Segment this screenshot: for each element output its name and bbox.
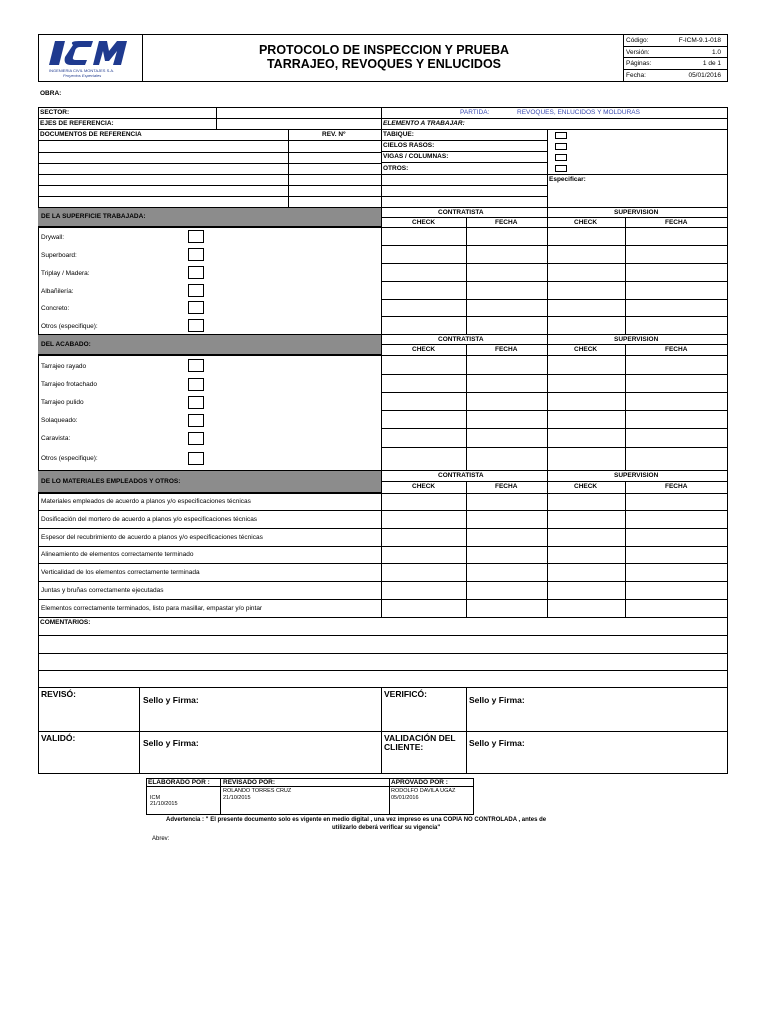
icm-logo-icon: [49, 39, 133, 67]
superficie-item-superboard: Superboard:: [41, 252, 77, 259]
fecha-header-1b: FECHA: [665, 219, 688, 226]
solaqueado-checkbox[interactable]: [188, 414, 204, 427]
acabado-item-rayado: Tarrajeo rayado: [41, 363, 87, 370]
materiales-item-3: Espesor del recubrimiento de acuerdo a planos y/o especificaciones técnicas: [41, 534, 263, 541]
supervision-header-3: SUPERVISION: [614, 472, 659, 479]
contratista-header-1: CONTRATISTA: [438, 209, 484, 216]
logo-subtitle-2: Proyectos Especiales: [63, 73, 102, 78]
materiales-title: DE LO MATERIALES EMPLEADOS Y OTROS:: [41, 478, 181, 485]
elemento-cielos: CIELOS RASOS:: [383, 142, 435, 149]
superficie-item-otros: Otros (especifique):: [41, 323, 98, 330]
otros-superficie-checkbox[interactable]: [188, 319, 204, 332]
verifico-label: VERIFICÓ:: [384, 689, 427, 699]
partida-label: PARTIDA:: [460, 109, 490, 116]
materiales-item-7: Elementos correctamente terminados, listo para masillar, empastar y/o pintar: [41, 605, 263, 612]
acabado-title: DEL ACABADO:: [41, 341, 91, 348]
check-header-1a: CHECK: [412, 219, 436, 226]
contratista-header-2: CONTRATISTA: [438, 336, 484, 343]
check-header-2a: CHECK: [412, 346, 436, 353]
date-label: Fecha:: [626, 71, 646, 79]
fecha-header-2b: FECHA: [665, 346, 688, 353]
acabado-item-otros: Otros (especifique):: [41, 455, 98, 462]
superficie-item-drywall: Drywall:: [41, 234, 65, 241]
docs-label: DOCUMENTOS DE REFERENCIA: [40, 131, 142, 138]
acabado-item-frotachado: Tarrajeo frotachado: [41, 381, 98, 388]
elemento-tabique: TABIQUE:: [383, 131, 414, 138]
code-label: Código:: [626, 37, 649, 44]
check-header-1b: CHECK: [574, 219, 598, 226]
supervision-header-2: SUPERVISION: [614, 336, 659, 343]
acabado-item-pulido: Tarrajeo pulido: [41, 399, 84, 406]
contratista-header-3: CONTRATISTA: [438, 472, 484, 479]
version-value: 1.0: [711, 48, 721, 56]
elemento-label: ELEMENTO A TRABAJAR:: [383, 120, 465, 127]
fecha-header-2a: FECHA: [495, 346, 518, 353]
abrev-label: Abrev:: [152, 836, 170, 842]
verifico-sello: Sello y Firma:: [469, 695, 525, 705]
revisado-name: ROLANDO TORRES CRUZ: [223, 788, 292, 794]
logo-cell: [39, 35, 143, 81]
triplay-checkbox[interactable]: [188, 266, 204, 279]
partida-value: REVOQUES, ENLUCIDOS Y MOLDURAS: [517, 109, 640, 116]
logo-subtitle: INGENIERIA CIVIL MONTAJES S.A.: [49, 68, 115, 73]
check-header-3b: CHECK: [574, 483, 598, 490]
elaborado-date: 21/10/2015: [150, 801, 178, 807]
otros-acabado-checkbox[interactable]: [188, 452, 204, 465]
rev-label: REV. Nº: [322, 131, 346, 138]
materiales-item-1: Materiales empleados de acuerdo a planos y/o especificaciones técnicas: [41, 498, 251, 505]
elemento-otros: OTROS:: [383, 165, 409, 172]
reviso-sello: Sello y Firma:: [143, 695, 199, 705]
revisado-label: REVISADO POR:: [223, 779, 276, 786]
valido-label: VALIDÓ:: [41, 733, 76, 743]
vigas-checkbox[interactable]: [555, 154, 567, 161]
revisado-date: 21/10/2015: [223, 795, 251, 801]
acabado-item-solaqueado: Solaqueado:: [41, 417, 78, 424]
aprobado-name: RODOLFO DAVILA UGAZ: [391, 788, 456, 794]
materiales-item-5: Verticalidad de los elementos correctamente terminada: [41, 569, 200, 576]
rayado-checkbox[interactable]: [188, 359, 204, 372]
date-value: 05/01/2016: [688, 71, 721, 79]
check-header-2b: CHECK: [574, 346, 598, 353]
albanileria-checkbox[interactable]: [188, 284, 204, 297]
supervision-header-1: SUPERVISION: [614, 209, 659, 216]
obra-label: OBRA:: [40, 90, 62, 97]
advertencia-line-2: utilizarlo deberá verificar su vigencia": [332, 825, 441, 831]
superficie-item-triplay: Triplay / Madera:: [41, 270, 90, 277]
comentarios-label: COMENTARIOS:: [40, 619, 91, 626]
especificar-label: Especificar:: [549, 176, 586, 183]
pages-label: Páginas:: [626, 60, 652, 67]
concreto-checkbox[interactable]: [188, 301, 204, 314]
aprobado-date: 05/01/2016: [391, 795, 419, 801]
advertencia-line-1: Advertencia : " El presente documento solo es vigente en medio digital , una vez impreso es una COPIA NO CONTROLADA , antes de: [166, 817, 547, 823]
cielos-checkbox[interactable]: [555, 143, 567, 150]
frotachado-checkbox[interactable]: [188, 378, 204, 391]
title-line-1: PROTOCOLO DE INSPECCION Y PRUEBA: [258, 43, 510, 57]
elaborado-label: ELABORADO POR :: [148, 779, 210, 786]
code-value: F-ICM-9.1-018: [678, 37, 721, 44]
acabado-item-caravista: Caravista:: [41, 435, 71, 442]
materiales-item-6: Juntas y bruñas correctamente ejecutadas: [41, 587, 164, 594]
meta-box: [623, 35, 727, 81]
sector-label: SECTOR:: [40, 109, 70, 116]
superficie-title: DE LA SUPERFICIE TRABAJADA:: [41, 213, 146, 220]
otros-checkbox[interactable]: [555, 165, 567, 172]
version-label: Versión:: [626, 48, 650, 56]
validacion-label-2: CLIENTE:: [384, 742, 424, 752]
superficie-item-concreto: Concreto:: [41, 305, 70, 312]
fecha-header-3a: FECHA: [495, 483, 518, 490]
materiales-item-2: Dosificación del mortero de acuerdo a planos y/o especificaciones técnicas: [41, 516, 258, 523]
superboard-checkbox[interactable]: [188, 248, 204, 261]
drywall-checkbox[interactable]: [188, 230, 204, 243]
fecha-header-1a: FECHA: [495, 219, 518, 226]
valido-sello: Sello y Firma:: [143, 738, 199, 748]
validacion-sello: Sello y Firma:: [469, 738, 525, 748]
fecha-header-3b: FECHA: [665, 483, 688, 490]
header-box: [38, 34, 728, 82]
caravista-checkbox[interactable]: [188, 432, 204, 445]
aprobado-label: APROVADO POR :: [391, 779, 448, 786]
document-title: [143, 43, 625, 71]
materiales-item-4: Alineamiento de elementos correctamente terminado: [41, 551, 194, 558]
ejes-label: EJES DE REFERENCIA:: [40, 120, 114, 127]
tabique-checkbox[interactable]: [555, 132, 567, 139]
pages-value: 1 de 1: [702, 60, 721, 67]
title-line-2: TARRAJEO, REVOQUES Y ENLUCIDOS: [266, 57, 502, 71]
elaborado-name: ICM: [150, 795, 161, 801]
validacion-label-1: VALIDACIÓN DEL: [384, 733, 456, 743]
reviso-label: REVISÓ:: [41, 689, 76, 699]
pulido-checkbox[interactable]: [188, 396, 204, 409]
check-header-3a: CHECK: [412, 483, 436, 490]
superficie-item-albanileria: Albañilería:: [41, 288, 74, 295]
elemento-vigas: VIGAS / COLUMNAS:: [383, 153, 449, 160]
